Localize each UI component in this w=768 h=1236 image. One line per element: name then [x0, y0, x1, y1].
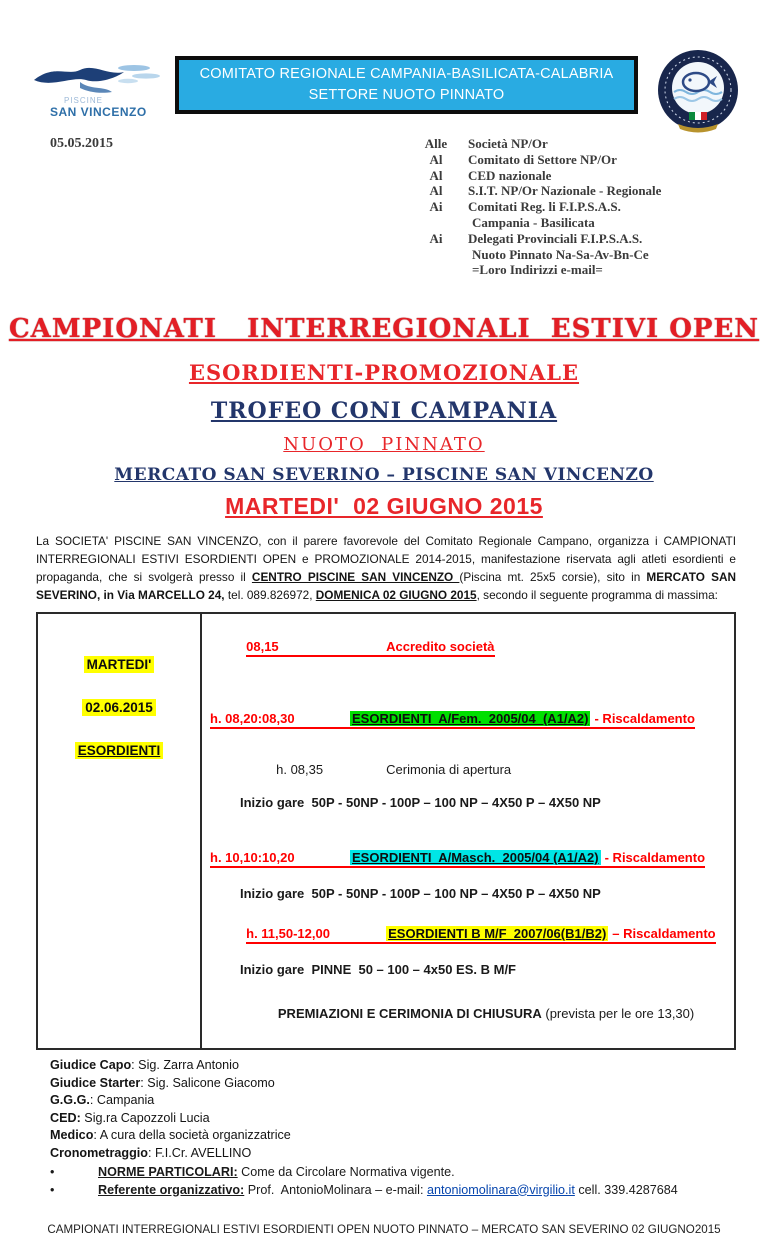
- recipient-to: [418, 262, 454, 278]
- banner-line2: SETTORE NUOTO PINNATO: [308, 87, 505, 103]
- recipient-to: [418, 215, 454, 231]
- ceremony-line: [210, 747, 726, 792]
- schedule-row: [37, 613, 735, 1049]
- document-date: 05.05.2015: [50, 136, 113, 151]
- intro-seg: , secondo il seguente programma di massima:: [476, 588, 718, 602]
- recipient-name: S.I.T. NP/Or Nazionale - Regionale: [468, 183, 662, 199]
- closing-line: [210, 991, 726, 1036]
- ceremony-time: h. 08,35: [276, 762, 324, 777]
- recipient-row: [418, 183, 748, 199]
- logo-text-san-vincenzo: SAN VINCENZO: [50, 105, 147, 119]
- recipient-name: Società NP/Or: [468, 136, 548, 151]
- accredito-time: 08,15: [246, 639, 279, 654]
- official-label: Cronometraggio: [50, 1145, 148, 1160]
- intro-paragraph: [36, 532, 740, 604]
- referente-after: cell. 339.4287684: [574, 1182, 678, 1197]
- recipient-to: Ai: [429, 230, 443, 246]
- recipient-name: Comitati Reg. li F.I.P.S.A.S.: [468, 199, 621, 215]
- norme-label: NORME PARTICOLARI:: [98, 1165, 238, 1179]
- subtitle-location: MERCATO SAN SEVERINO – PISCINE SAN VINCENZO: [114, 465, 654, 485]
- official-value: : Sig. Zarra Antonio: [131, 1058, 239, 1072]
- accredito-title: Accredito società: [386, 639, 495, 654]
- session1-line: [210, 681, 726, 744]
- main-title: CAMPIONATI INTERREGIONALI ESTIVI OPEN: [8, 314, 760, 344]
- session1-note: - Riscaldamento: [594, 711, 695, 726]
- closing-normal: (prevista per le ore 13,30): [541, 1006, 695, 1021]
- session3-event: ESORDIENTI B M/F 2007/06(B1/B2): [388, 926, 607, 941]
- official-row: [50, 1092, 768, 1110]
- session2-time: h. 10,10:10,20: [210, 850, 295, 865]
- recipient-name: Campania - Basilicata: [472, 214, 595, 230]
- piscine-san-vincenzo-logo: [28, 50, 164, 130]
- session3-note: – Riscaldamento: [612, 926, 716, 941]
- intro-seg-domenica: DOMENICA 02 GIUGNO 2015: [315, 588, 477, 602]
- logo-text-piscine: PISCINE: [64, 96, 104, 105]
- recipient-to: Al: [429, 183, 443, 199]
- recipient-name: Delegati Provinciali F.I.P.S.A.S.: [468, 230, 643, 246]
- schedule-table: [36, 612, 736, 1050]
- recipient-to: [418, 247, 454, 263]
- referente-text: Prof. AntonioMolinara – e-mail:: [244, 1182, 427, 1197]
- recipient-list: [418, 136, 748, 278]
- recipient-row: [418, 215, 748, 231]
- official-value: : Sig. Salicone Giacomo: [140, 1075, 275, 1090]
- start1-line: Inizio gare 50P - 50NP - 100P – 100 NP – 4X50 P – 4X50 NP: [240, 795, 601, 810]
- subtitle-date: MARTEDI' 02 GIUGNO 2015: [225, 493, 543, 519]
- letterhead: [0, 132, 768, 294]
- start2-line: Inizio gare 50P - 50NP - 100P – 100 NP – 4X50 P – 4X50 NP: [240, 886, 601, 901]
- bullet-norme: [50, 1164, 768, 1182]
- subtitle-esordienti: ESORDIENTI-PROMOZIONALE: [188, 360, 580, 385]
- recipient-row: [418, 199, 748, 215]
- official-value: : A cura della società organizzatrice: [93, 1128, 291, 1142]
- official-label: Giudice Starter: [50, 1075, 141, 1090]
- official-label: Giudice Capo: [50, 1058, 132, 1072]
- official-label: CED:: [50, 1110, 81, 1125]
- session2-note: - Riscaldamento: [604, 850, 706, 865]
- recipient-name: =Loro Indirizzi e-mail=: [472, 262, 603, 278]
- banner-line1: COMITATO REGIONALE CAMPANIA-BASILICATA-CALABRIA: [199, 65, 614, 82]
- ceremony-text: Cerimonia di apertura: [386, 762, 512, 777]
- day-cell: [37, 613, 201, 1049]
- session1-event: ESORDIENTI A/Fem. 2005/04 (A1/A2): [352, 711, 589, 726]
- recipient-row: [418, 231, 748, 247]
- official-label: Medico: [50, 1128, 94, 1142]
- official-row: [50, 1075, 768, 1093]
- officials-list: [50, 1057, 768, 1162]
- recipient-row: [418, 136, 748, 152]
- recipient-to: Al: [429, 151, 443, 167]
- recipient-name: Nuoto Pinnato Na-Sa-Av-Bn-Ce: [472, 246, 649, 262]
- session1-time: h. 08,20:08,30: [210, 711, 295, 726]
- bullet-list: [50, 1164, 768, 1199]
- recipient-to: Al: [429, 167, 443, 183]
- start3-line: Inizio gare PINNE 50 – 100 – 4x50 ES. B M/F: [240, 962, 517, 977]
- closing-bold: PREMIAZIONI E CERIMONIA DI CHIUSURA: [277, 1006, 542, 1021]
- document-footer: CAMPIONATI INTERREGIONALI ESTIVI ESORDIENTI OPEN NUOTO PINNATO – MERCATO SAN SEVERINO 02 GIUGNO2015: [47, 1223, 721, 1236]
- recipient-name: Comitato di Settore NP/Or: [468, 151, 617, 167]
- referente-label: Referente organizzativo:: [98, 1182, 245, 1197]
- committee-banner: [175, 56, 638, 114]
- recipient-to: Alle: [424, 136, 448, 151]
- session2-line: [210, 820, 726, 883]
- official-value: : F.I.Cr. AVELLINO: [147, 1145, 252, 1160]
- session2-event: ESORDIENTI A/Masch. 2005/04 (A1/A2): [352, 850, 599, 865]
- intro-seg: La SOCIETA' PISCINE SAN VINCENZO, con il parere favorevole del Comitato Regionale Campano, organizza i CAMPIONATI INTERREGIONALI ESTIVI ESORDIENTI OPEN e PROMOZIONALE 2014-2015, manifestazione riservata agli atleti esordienti e propaganda, che si svolgerà presso il: [36, 534, 740, 584]
- recipient-row: [418, 262, 748, 278]
- subtitle-trofeo: TROFEO CONI CAMPANIA: [210, 398, 558, 424]
- recipient-to: Ai: [429, 199, 443, 215]
- official-value: : Campania: [89, 1093, 155, 1107]
- recipient-row: [418, 168, 748, 184]
- official-row: [50, 1057, 768, 1075]
- recipient-row: [418, 247, 748, 263]
- recipient-row: [418, 152, 748, 168]
- program-cell: [201, 613, 735, 1049]
- bullet-referente: [50, 1182, 768, 1200]
- intro-seg: (Piscina mt. 25x5 corsie), sito in: [459, 570, 647, 584]
- day-category: ESORDIENTI: [75, 742, 164, 759]
- subtitle-nuoto-pinnato: NUOTO PINNATO: [283, 434, 485, 455]
- masthead: [0, 0, 768, 132]
- email-link[interactable]: antoniomolinara@virgilio.it: [426, 1182, 575, 1197]
- intro-seg-centro: CENTRO PISCINE SAN VINCENZO: [251, 570, 460, 584]
- intro-seg-mercato: MERCATO SAN SEVERINO, in Via MARCELLO 24,: [36, 570, 740, 602]
- official-row: [50, 1127, 768, 1145]
- official-row: [50, 1145, 768, 1163]
- session3-time: h. 11,50-12,00: [246, 926, 330, 941]
- recipient-name: CED nazionale: [468, 167, 552, 183]
- day-date: 02.06.2015: [82, 699, 156, 716]
- intro-seg: tel. 089.826972,: [227, 588, 316, 602]
- bullet-icon: •: [50, 1165, 55, 1179]
- norme-text: Come da Circolare Normativa vigente.: [237, 1165, 455, 1179]
- official-value: Sig.ra Capozzoli Lucia: [80, 1110, 210, 1125]
- fipsas-badge-icon: [652, 46, 744, 138]
- title-block: [0, 314, 768, 520]
- day-name: MARTEDI': [84, 656, 155, 673]
- official-label: G.G.G.: [50, 1093, 90, 1107]
- accredito-line: [210, 624, 726, 672]
- session3-line: [210, 911, 726, 959]
- official-row: [50, 1110, 768, 1128]
- bullet-icon: •: [50, 1182, 55, 1197]
